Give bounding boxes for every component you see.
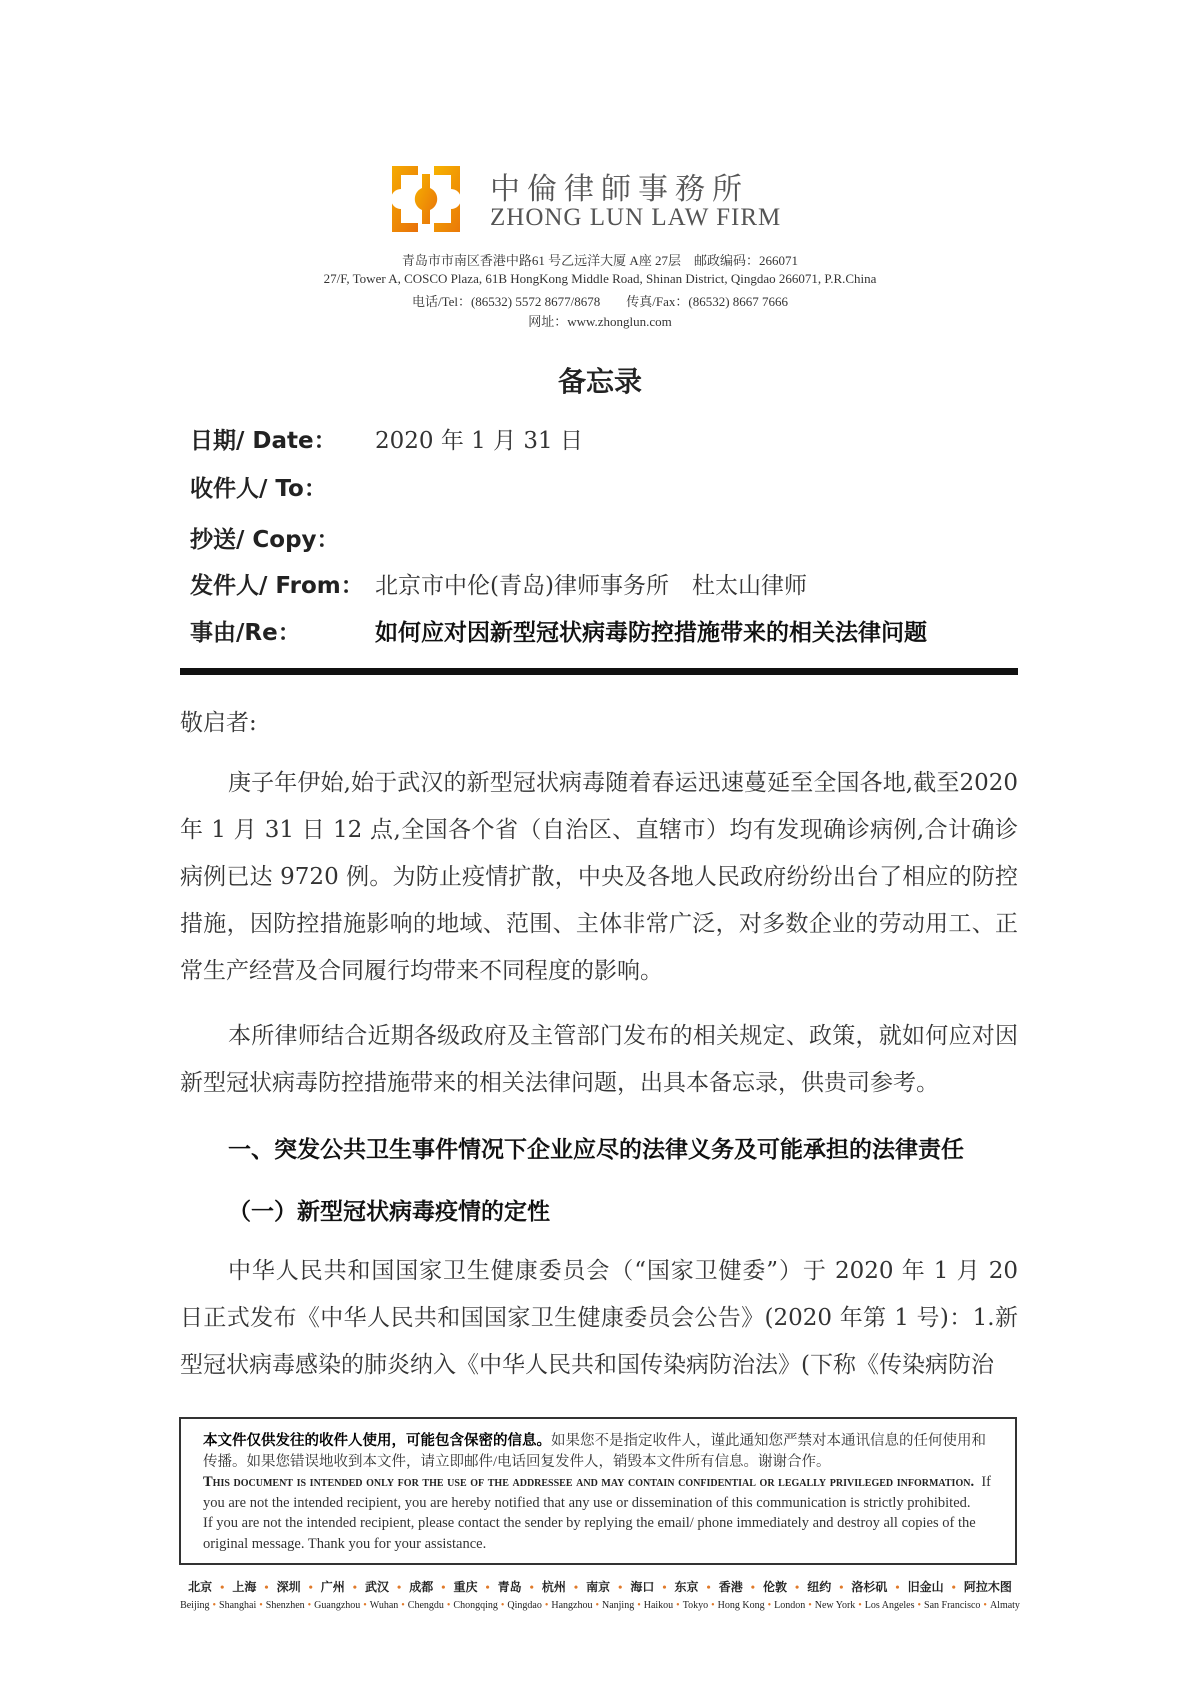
footer-city: 北京 (188, 1580, 213, 1594)
footer-city: New York (814, 1600, 856, 1611)
separator-dot: • (895, 1580, 900, 1594)
separator-dot: • (220, 1580, 225, 1594)
field-label: 事由/Re： (190, 620, 301, 646)
footer-city: 深圳 (276, 1580, 301, 1594)
address-cn: 青岛市市南区香港中路61 号乙远洋大厦 A座 27层 邮政编码：266071 (401, 253, 799, 268)
section-heading: 一、突发公共卫生事件情况下企业应尽的法律义务及可能承担的法律责任 (228, 1137, 964, 1163)
subsection-heading: （一）新型冠状病毒疫情的定性 (228, 1199, 550, 1225)
separator-dot: • (307, 1600, 312, 1611)
disclaimer-cn-bold: 本文件仅供发往的收件人使用，可能包含保密的信息。 (203, 1433, 551, 1449)
header-divider (180, 668, 1018, 675)
footer-city: 南京 (586, 1580, 611, 1594)
separator-dot: • (662, 1580, 667, 1594)
disclaimer-en-caps: This document is intended only for the use of the addressee and may contain confidential or legally privileged information. (203, 1474, 975, 1490)
footer-cities-en (0, 1600, 1200, 1611)
address-en: 27/F, Tower A, COSCO Plaza, 61B HongKong Middle Road, Shinan District, Qingdao 266071, P.R.China (323, 271, 877, 286)
field-value: 如何应对因新型冠状病毒防控措施带来的相关法律问题 (375, 620, 927, 646)
field-re (190, 614, 927, 644)
separator-dot: • (676, 1600, 680, 1611)
separator-dot: • (711, 1600, 715, 1611)
firm-name-en: ZHONG LUN LAW FIRM (490, 204, 782, 231)
disclaimer-en: If you are not the intended recipient, you are hereby notified that any use or dissemination of this communication is strictly prohibited. If you are not the intended recipient, please contact the sender by replying the email/ phone immediately and destroy all copies of the original message. Thank you for your assistance. (203, 1474, 991, 1552)
footer-city: 纽约 (807, 1580, 832, 1594)
paragraph-2: 本所律师结合近期各级政府及主管部门发布的相关规定、政策，就如何应对因新型冠状病毒防控措施带来的相关法律问题，出具本备忘录，供贵司参考。 (180, 1023, 1018, 1096)
separator-dot: • (839, 1580, 844, 1594)
separator-dot: • (618, 1580, 623, 1594)
footer-city: Guangzhou (314, 1600, 361, 1611)
field-to (190, 470, 375, 500)
footer-city: 青岛 (497, 1580, 522, 1594)
footer-city: Chongqing (453, 1600, 498, 1611)
separator-dot: • (637, 1600, 641, 1611)
footer-city: 洛杉矶 (851, 1580, 888, 1594)
paragraph-1: 庚子年伊始,始于武汉的新型冠状病毒随着春运迅速蔓延至全国各地,截至2020 年 1 月 31 日 12 点,全国各个省（自治区、直辖市）均有发现确诊病例,合计确诊病例已达 9720 例。为防止疫情扩散，中央及各地人民政府纷纷出台了相应的防控措施，因防控措施影响的地域、范围、主体非常广泛，对多数企业的劳动用工、正常生产经营及合同履行均带来不同程度的影响。 (180, 770, 1018, 984)
footer-city: 广州 (320, 1580, 345, 1594)
field-date (190, 422, 583, 452)
field-value: 北京市中伦(青岛)律师事务所 杜太山律师 (375, 573, 807, 599)
separator-dot: • (485, 1580, 490, 1594)
footer-city: 阿拉木图 (963, 1580, 1012, 1594)
paragraph-3: 中华人民共和国国家卫生健康委员会（“国家卫健委”）于 2020 年 1 月 20 日正式发布《中华人民共和国国家卫生健康委员会公告》(2020 年第 1 号)：1.新型冠状病毒感染的肺炎纳入《中华人民共和国传染病防治法》(下称《传染病防治 (180, 1258, 1018, 1378)
field-from (190, 567, 807, 597)
website: 网址：www.zhonglun.com (528, 314, 672, 329)
footer-city: 旧金山 (907, 1580, 944, 1594)
footer-city: 东京 (674, 1580, 699, 1594)
footer-cities-cn (0, 1578, 1200, 1595)
footer-city: Haikou (643, 1600, 674, 1611)
field-copy (190, 521, 375, 551)
footer-city: 海口 (630, 1580, 655, 1594)
footer-city: Hangzhou (551, 1600, 593, 1611)
footer-city: Nanjing (601, 1600, 635, 1611)
salutation: 敬启者: (180, 710, 257, 736)
footer-city: 伦敦 (762, 1580, 787, 1594)
footer-city: Shenzhen (265, 1600, 305, 1611)
field-value: 2020 年 1 月 31 日 (375, 428, 583, 454)
separator-dot: • (500, 1600, 505, 1611)
footer-city: San Francisco (924, 1600, 981, 1611)
footer-city: 武汉 (365, 1580, 390, 1594)
separator-dot: • (529, 1580, 534, 1594)
field-label: 发件人/ From： (190, 573, 364, 599)
footer-city: Chengdu (407, 1600, 444, 1611)
separator-dot: • (544, 1600, 549, 1611)
separator-dot: • (595, 1600, 599, 1611)
separator-dot: • (573, 1580, 579, 1594)
footer-city: Wuhan (369, 1600, 399, 1611)
footer-city: Los Angeles (864, 1600, 915, 1611)
field-label: 日期/ Date： (190, 428, 337, 454)
separator-dot: • (808, 1600, 812, 1611)
separator-dot: • (397, 1580, 402, 1594)
memo-title: 备忘录 (557, 365, 642, 398)
separator-dot: • (706, 1580, 711, 1594)
separator-dot: • (264, 1580, 269, 1594)
separator-dot: • (446, 1600, 451, 1611)
separator-dot: • (858, 1600, 862, 1611)
firm-logo (392, 166, 460, 232)
separator-dot: • (794, 1580, 800, 1594)
separator-dot: • (212, 1600, 217, 1611)
footer-city: Qingdao (507, 1600, 542, 1611)
footer-city: Beijing (180, 1600, 210, 1611)
separator-dot: • (259, 1600, 263, 1611)
confidentiality-notice (179, 1417, 1017, 1565)
disclaimer-cn: 如果您不是指定收件人，谨此通知您严禁对本通讯信息的任何使用和传播。如果您错误地收到本文件，请立即邮件/电话回复发件人，销毁本文件所有信息。谢谢合作。 (203, 1433, 986, 1470)
footer-city: 杭州 (541, 1580, 566, 1594)
separator-dot: • (917, 1600, 922, 1611)
footer-city: Shanghai (219, 1600, 257, 1611)
separator-dot: • (983, 1600, 987, 1611)
separator-dot: • (308, 1580, 313, 1594)
footer-city: 上海 (232, 1580, 257, 1594)
separator-dot: • (951, 1580, 956, 1594)
footer-city: Almaty (989, 1600, 1020, 1611)
footer-city: 成都 (409, 1580, 434, 1594)
footer-city: Hong Kong (717, 1600, 765, 1611)
footer-city: London (774, 1600, 806, 1611)
separator-dot: • (441, 1580, 446, 1594)
footer-city: Tokyo (682, 1600, 709, 1611)
separator-dot: • (401, 1600, 405, 1611)
separator-dot: • (352, 1580, 357, 1594)
separator-dot: • (750, 1580, 755, 1594)
footer-city: 香港 (718, 1580, 743, 1594)
phone-fax: 电话/Tel：(86532) 5572 8677/8678 传真/Fax：(86532) 8667 7666 (411, 294, 789, 309)
separator-dot: • (363, 1600, 367, 1611)
separator-dot: • (767, 1600, 772, 1611)
field-label: 抄送/ Copy： (190, 527, 340, 553)
firm-name-cn: 中倫律師事務所 (490, 172, 749, 207)
field-label: 收件人/ To： (190, 476, 327, 502)
footer-city: 重庆 (453, 1580, 478, 1594)
